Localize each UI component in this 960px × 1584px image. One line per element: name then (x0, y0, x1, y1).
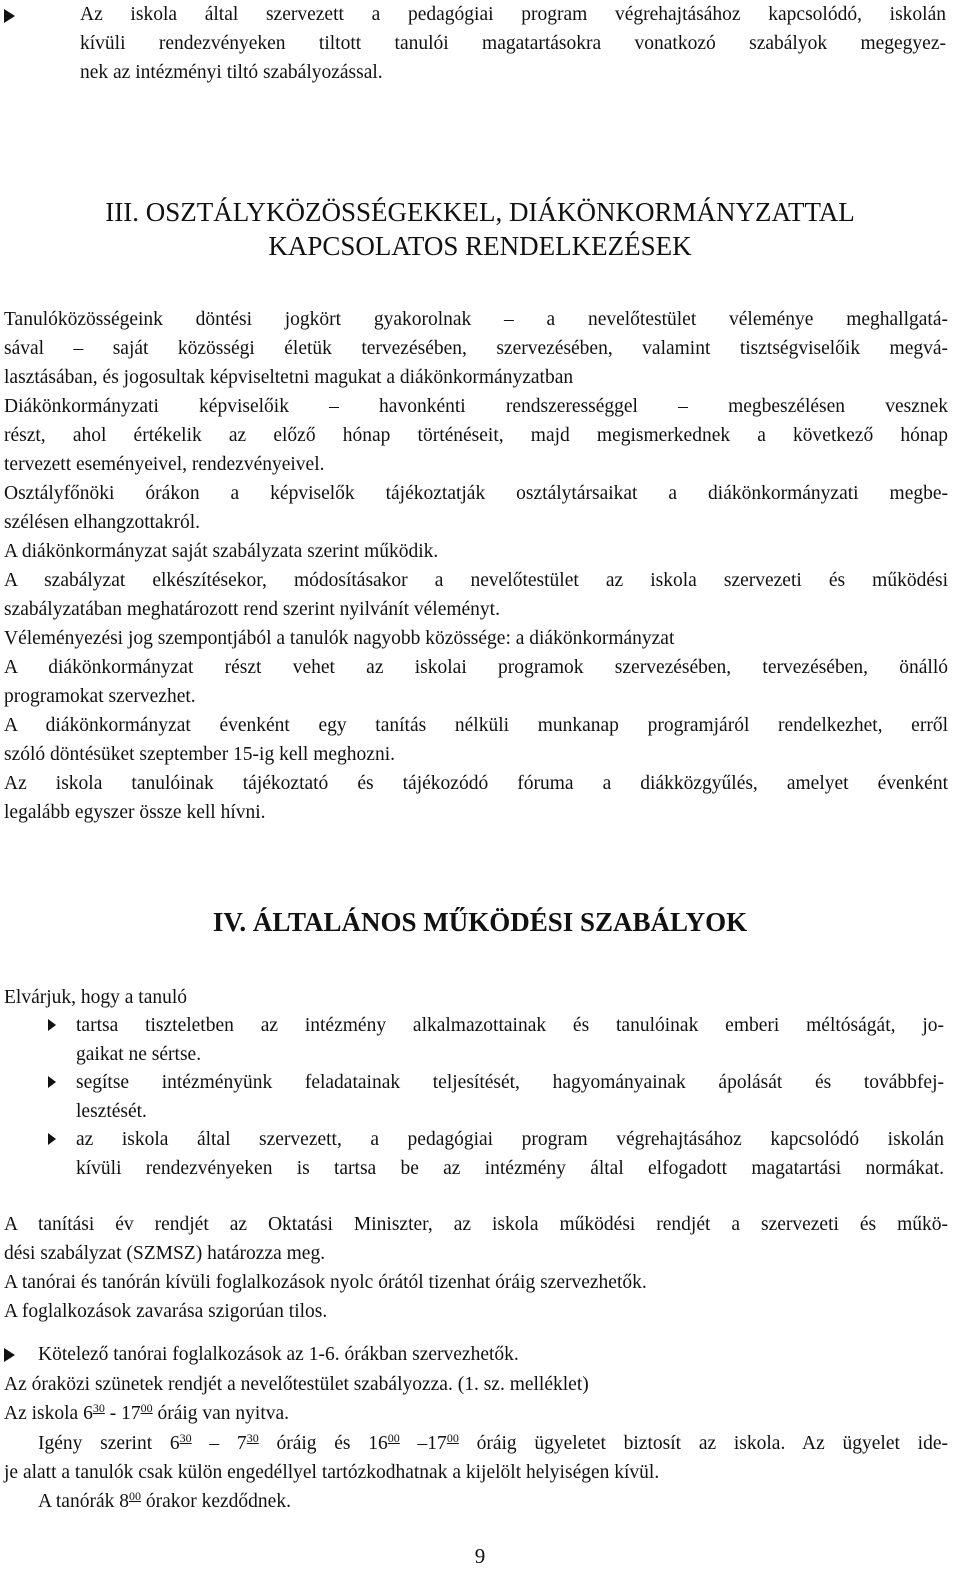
body-line: szélésen elhangzottakról. (4, 512, 200, 533)
supervision-paragraph (4, 1429, 948, 1487)
lessons-start (38, 1487, 938, 1516)
body-line: legalább egyszer össze kell hívni. (4, 802, 266, 823)
arrow-bullet-icon (48, 1133, 56, 1145)
opening-text: - 17 (104, 1403, 141, 1424)
time-superscript: 30 (179, 1431, 192, 1445)
intro-line: Az iskola által szervezett a pedagógiai program végrehajtásához kapcsolódó, iskolán (80, 4, 946, 25)
body-line: A diákönkormányzat saját szabályzata szerint működik. (4, 541, 439, 562)
time-superscript: 30 (246, 1431, 259, 1445)
body-line: dési szabályzat (SZMSZ) határozza meg. (4, 1243, 326, 1264)
time-superscript: 00 (140, 1401, 153, 1415)
body-line: sával – saját közösségi életük tervezésében, szervezésében, valamint tisztségviselőik megvá- (4, 338, 948, 359)
list-item-line: segítse intézményünk feladatainak teljesítését, hagyományainak ápolását és továbbfej- (76, 1072, 944, 1093)
list-item-line: kívüli rendezvényeken is tartsa be az intézmény által elfogadott magatartási normákat. (76, 1158, 944, 1179)
body-line: Osztályfőnöki órákon a képviselők tájékoztatják osztálytársaikat a diákönkormányzati megbe- (4, 483, 948, 504)
arrow-bullet-icon (48, 1076, 56, 1088)
body-line: Tanulóközösségeink döntési jogkört gyakorolnak – a nevelőtestület véleménye meghallgatá- (4, 309, 948, 330)
body-line: Diákönkormányzati képviselőik – havonkénti rendszerességgel – megbeszélésen vesznek (4, 396, 948, 417)
supervision-text: Igény szerint 6 (38, 1433, 180, 1454)
opening-hours (4, 1399, 948, 1428)
body-line: szóló döntésüket szeptember 15-ig kell meghozni. (4, 744, 395, 765)
lessons-text: A tanórák 8 (38, 1491, 129, 1512)
body-line: részt, ahol értékelik az előző hónap történéseit, majd megismerkednek a következő hónap (4, 425, 948, 446)
body-line: Az iskola tanulóinak tájékoztató és tájékozódó fóruma a diákközgyűlés, amelyet évenként (4, 773, 948, 794)
body-line: A diákönkormányzat részt vehet az iskolai programok szervezésében, tervezésében, önálló (4, 657, 948, 678)
body-line: szabályzatában meghatározott rend szerint nyilvánít véleményt. (4, 599, 500, 620)
time-superscript: 30 (92, 1401, 105, 1415)
section-3-title-line2: KAPCSOLATOS RENDELKEZÉSEK (268, 231, 692, 261)
break-schedule: Az óraközi szünetek rendjét a nevelőtestület szabályozza. (1. sz. melléklet) (4, 1374, 589, 1395)
section-3-title-line1: III. OSZTÁLYKÖZÖSSÉGEKKEL, DIÁKÖNKORMÁNYZATTAL (105, 197, 855, 227)
opening-text: Az iskola 6 (4, 1403, 93, 1424)
body-line: A tanítási év rendjét az Oktatási Miniszter, az iskola működési rendjét a szervezeti és műkö- (4, 1214, 948, 1235)
intro-line: kívüli rendezvényeken tiltott tanulói magatartásokra vonatkozó szabályok megegyez- (80, 33, 946, 54)
mandatory-lessons: Kötelező tanórai foglalkozások az 1-6. órákban szervezhetők. (38, 1344, 519, 1365)
body-line: Véleményezési jog szempontjából a tanulók nagyobb közössége: a diákönkormányzat (4, 628, 675, 649)
supervision-line1 (4, 1429, 948, 1458)
intro-line: nek az intézményi tiltó szabályozással. (80, 62, 383, 83)
time-superscript: 00 (128, 1489, 141, 1503)
lessons-text: órakor kezdődnek. (140, 1491, 291, 1512)
supervision-text: óráig és 16 (258, 1433, 388, 1454)
arrow-bullet-icon (48, 1019, 56, 1031)
list-item-line: tartsa tiszteletben az intézmény alkalmazottainak és tanulóinak emberi méltóságát, jo- (76, 1015, 944, 1036)
body-line: programokat szervezhet. (4, 686, 196, 707)
list-item-line: gaikat ne sértse. (76, 1044, 202, 1065)
list-item-line: lesztését. (76, 1101, 147, 1122)
section-4-rules (4, 1210, 948, 1326)
intro-paragraph (80, 0, 946, 87)
time-superscript: 00 (446, 1431, 459, 1445)
page-number: 9 (474, 1544, 486, 1568)
arrow-bullet-icon (4, 9, 15, 23)
list-item-line: az iskola által szervezett, a pedagógiai program végrehajtásához kapcsolódó iskolán (76, 1129, 944, 1150)
time-superscript: 00 (387, 1431, 400, 1445)
supervision-text: –17 (399, 1433, 447, 1454)
opening-text: óráig van nyitva. (152, 1403, 290, 1424)
body-line: A tanórai és tanórán kívüli foglalkozások nyolc órától tizenhat óráig szervezhetők. (4, 1272, 647, 1293)
supervision-line2: je alatt a tanulók csak külön engedéllyel tartózkodhatnak a kijelölt helyiségen kívül. (4, 1462, 660, 1483)
body-line: A diákönkormányzat évenként egy tanítás nélküli munkanap programjáról rendelkezhet, erről (4, 715, 948, 736)
section-4-title: IV. ÁLTALÁNOS MŰKÖDÉSI SZABÁLYOK (212, 907, 748, 937)
body-line: lasztásában, és jogosultak képviseltetni magukat a diákönkormányzatban (4, 367, 574, 388)
arrow-bullet-icon (4, 1348, 15, 1362)
section-3-body (4, 305, 948, 827)
supervision-text: – 7 (191, 1433, 247, 1454)
body-line: tervezett eseményeivel, rendezvényeivel. (4, 454, 325, 475)
body-line: A szabályzat elkészítésekor, módosításakor a nevelőtestület az iskola szervezeti és működési (4, 570, 948, 591)
section-4-lead: Elvárjuk, hogy a tanuló (4, 987, 188, 1008)
supervision-text: óráig ügyeletet biztosít az iskola. Az ügyelet ide- (458, 1433, 949, 1454)
body-line: A foglalkozások zavarása szigorúan tilos. (4, 1301, 328, 1322)
